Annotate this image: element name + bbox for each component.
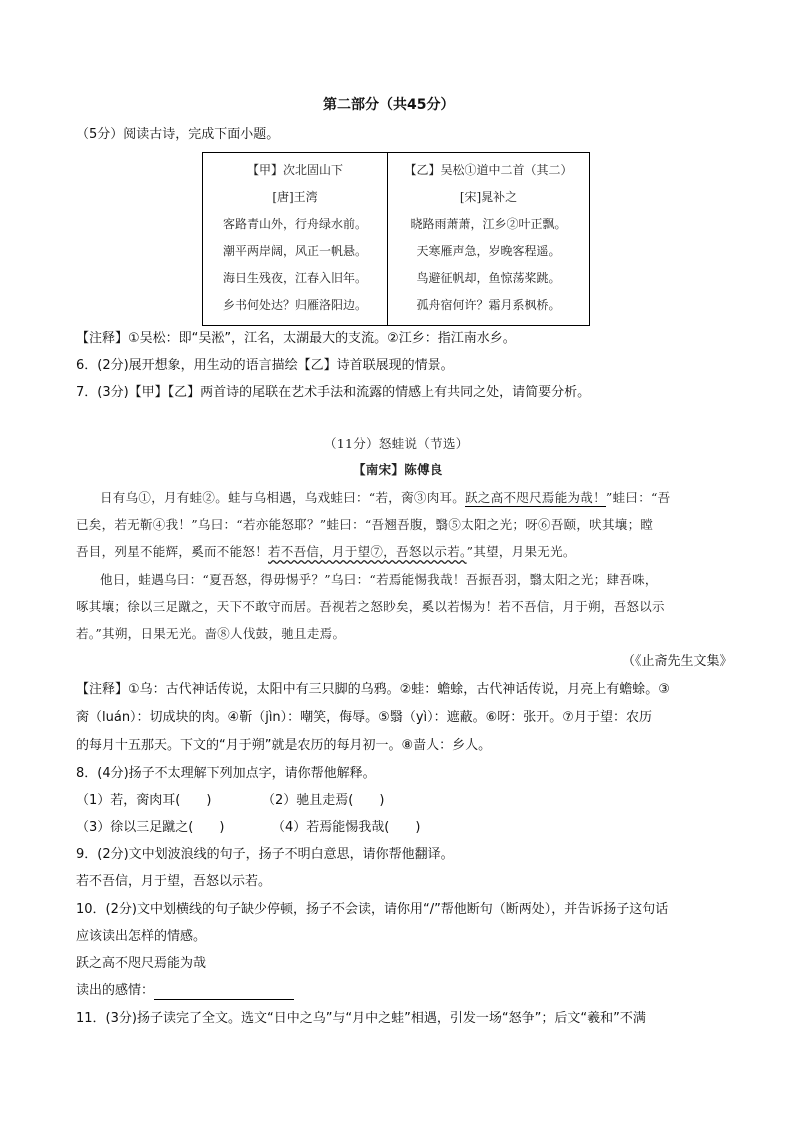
poem-b-line: 孤舟宿何许？霜月系枫桥。 — [416, 298, 561, 312]
prose-p2-line3: 若。”其朔，日果无光。啬⑧人伐鼓，驰且走焉。 — [76, 626, 346, 641]
prose-p2-line2: 啄其壤；徐以三足蹴之，天下不敢守而居。吾视若之怒眇矣，奚以若惕为！若不吾信，月于朔，吾怒以示 — [76, 599, 665, 614]
q10-answer — [76, 982, 294, 1000]
poem-b-line: 晓路雨萧萧，江乡②叶正飘。 — [410, 217, 567, 231]
poem-table — [202, 152, 590, 326]
question-8: 8．(4分)扬子不太理解下列加点字，请你帮他解释。 — [76, 766, 376, 781]
poem-note: 【注释】①吴松：即“吴淞”，江名，太湖最大的支流。②江乡：指江南水乡。 — [76, 331, 516, 346]
q8-item-1: （1）若，脔肉耳( ) — [76, 793, 212, 808]
q8-item-3: （3）徐以三足蹴之( ) — [76, 820, 225, 835]
poem-a-line: 客路青山外，行舟绿水前。 — [222, 217, 367, 231]
prose-text: ”其望，月果无光。 — [466, 544, 576, 559]
poem-a-line: 乡书何处达？归雁洛阳边。 — [222, 298, 367, 312]
prose-p1-line2: 已矣，若无靳④我！”乌曰：“若亦能怒耶？”蛙曰：“吾翘吾腹，翳⑤太阳之光；呀⑥吾颐，吠其壤；瞠 — [76, 517, 654, 532]
poem-b-line: 鸟避征帆却，鱼惊荡桨跳。 — [416, 271, 561, 285]
poem-intro: （5分）阅读古诗，完成下面小题。 — [76, 127, 280, 142]
prose-text: 日有乌①，月有蛙②。蛙与乌相遇，乌戏蛙曰：“若，脔③肉耳。 — [100, 490, 466, 505]
prose-text: 吾目，列星不能辉，奚而不能怒！ — [76, 544, 269, 559]
prose-note-line2: 脔（luán）：切成块的肉。④靳（jìn）：嘲笑，侮辱。⑤翳（yì）：遮蔽。⑥呀：张开。⑦月于望：农历 — [76, 710, 652, 725]
poem-a-line: 海日生残夜，江春入旧年。 — [222, 271, 367, 285]
poem-b-line: 天寒雁声急，岁晚客程遥。 — [416, 244, 561, 258]
prose-title: （11分）怒蛙说（节选） — [324, 436, 469, 451]
prose-p1-line3 — [76, 543, 576, 561]
prose-note-line1: 【注释】①乌：古代神话传说，太阳中有三只脚的乌鸦。②蛙：蟾蜍，古代神话传说，月亮上有蟾蜍。③ — [76, 682, 670, 697]
question-6: 6．(2分)展开想象，用生动的语言描绘【乙】诗首联展现的情景。 — [76, 358, 454, 373]
poem-a-line: 潮平两岸阔，风正一帆悬。 — [222, 244, 367, 258]
poem-a-title: 【甲】次北固山下 — [246, 163, 343, 177]
q8-item-4: （4）若焉能惕我哉( ) — [272, 820, 421, 835]
q10-sentence: 跃之高不咫尺焉能为哉 — [76, 956, 207, 971]
underlined-sentence: 跃之高不咫尺焉能为哉！ — [465, 490, 606, 505]
poem-a-author: [唐]王湾 — [272, 190, 318, 204]
prose-p2-line1: 他日，蛙遇乌曰：“夏吾怒，得毋惕乎？”乌曰：“若焉能惕我哉！吾振吾羽，翳太阳之光；肆吾咮， — [100, 572, 658, 587]
poem-b-author: [宋]晁补之 — [459, 190, 518, 204]
q8-item-2: （2）驰且走焉( ) — [262, 793, 385, 808]
wavy-underlined-sentence: 若不吾信，月于望⑦，吾怒以示若。 — [268, 544, 467, 559]
prose-p1-line1 — [100, 489, 671, 507]
q10-answer-label: 读出的感情： — [76, 983, 155, 998]
poem-b-title: 【乙】吴松①道中二首（其二） — [404, 163, 573, 177]
question-11: 11．(3分)扬子读完了全文。选文“日中之乌”与“月中之蛙”相遇，引发一场“怒争”；后文“羲和”不满 — [76, 1011, 646, 1026]
prose-note-line3: 的每月十五那天。下文的“月于朔”就是农历的每月初一。⑧啬人：乡人。 — [76, 738, 492, 753]
poem-a — [203, 157, 387, 319]
poem-b — [388, 157, 589, 319]
section-title: 第二部分（共45分） — [323, 97, 455, 113]
prose-author: 【南宋】陈傅良 — [353, 462, 443, 477]
question-7: 7．(3分)【甲】【乙】两首诗的尾联在艺术手法和流露的情感上有共同之处，请简要分析。 — [76, 385, 591, 400]
answer-blank[interactable] — [154, 987, 294, 1000]
question-10-line1: 10．(2分)文中划横线的句子缺少停顿，扬子不会读，请你用“/”帮他断句（断两处），并告诉扬子这句话 — [76, 902, 669, 917]
question-10-line2: 应该读出怎样的情感。 — [76, 929, 207, 944]
prose-source: （《止斋先生文集》 — [622, 654, 733, 669]
prose-text: ”蛙曰：“吾 — [605, 490, 671, 505]
question-9: 9．(2分)文中划波浪线的句子，扬子不明白意思，请你帮他翻译。 — [76, 847, 454, 862]
q9-sentence: 若不吾信，月于望，吾怒以示若。 — [76, 874, 272, 889]
